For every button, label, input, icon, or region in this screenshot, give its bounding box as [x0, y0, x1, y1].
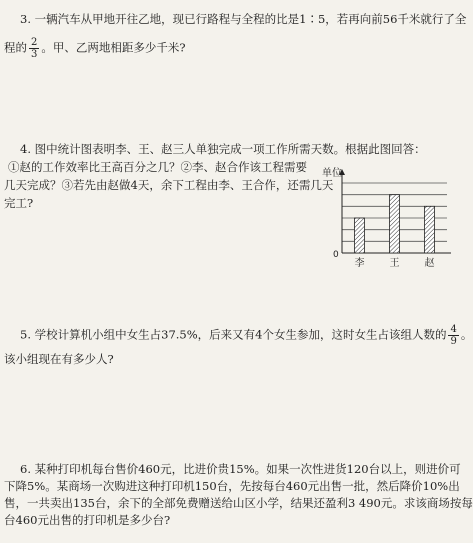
problem-4-line-1: 4. 图中统计图表明李、王、赵三人单独完成一项工作所需天数。根据此图回答： — [20, 142, 426, 156]
x-tick-label: 赵 — [424, 258, 435, 269]
problem-6-line-1: 6. 某种打印机每台售价460元，比进价贵15%。如果一次性进货120台以上，则进价可 — [20, 462, 461, 476]
problem-6-line-2: 下降5%。某商场一次购进这种打印机150台，先按每台460元出售一批，然后降价10%出 — [4, 479, 460, 493]
fraction-numerator: 4 — [450, 324, 457, 335]
problem-6-line-4: 台460元出售的打印机是多少台? — [4, 513, 171, 527]
bar-chart-svg — [312, 168, 462, 268]
problem-3-line-1: 3. 一辆汽车从甲地开往乙地，现已行路程与全程的比是1∶5，若再向前56千米就行了全 — [20, 12, 467, 26]
problem-4-line-3: 几天完成？③若先由赵做4天，余下工程由李、王合作，还需几天 — [4, 178, 334, 192]
problem-3-line-2 — [4, 37, 186, 60]
problem-3-text-b: 。甲、乙两地相距多少千米? — [41, 40, 186, 55]
bar-2 — [390, 195, 400, 253]
problem-4-line-4: 完工? — [4, 196, 34, 210]
origin-label: 0 — [333, 250, 339, 260]
fraction-two-thirds — [29, 37, 39, 60]
x-tick-label: 王 — [389, 258, 400, 269]
work-days-bar-chart — [312, 168, 462, 272]
problem-5-period: 。 — [460, 327, 473, 342]
problem-5-line-1 — [20, 324, 472, 347]
fraction-four-ninths — [448, 324, 458, 347]
problem-4-line-2: ①赵的工作效率比王高百分之几？②李、赵合作该工程需要 — [8, 160, 307, 174]
problem-5-line-2: 该小组现在有多少人? — [4, 352, 114, 366]
problem-3-text-a: 程的 — [4, 40, 27, 55]
bar-1 — [355, 218, 365, 253]
fraction-numerator: 2 — [31, 37, 38, 48]
problem-6-line-3: 售，一共卖出135台，余下的全部免费赠送给山区小学，结果还盈利3 490元。求该商场按每 — [4, 496, 473, 510]
bar-3 — [425, 206, 435, 253]
y-axis-label: 单位 — [322, 168, 342, 179]
problem-5-text-a: 5. 学校计算机小组中女生占37.5%，后来又有4个女生参加，这时女生占该组人数的 — [20, 327, 447, 342]
x-tick-label: 李 — [354, 258, 365, 269]
fraction-denominator: 3 — [31, 49, 38, 60]
fraction-denominator: 9 — [450, 336, 457, 347]
